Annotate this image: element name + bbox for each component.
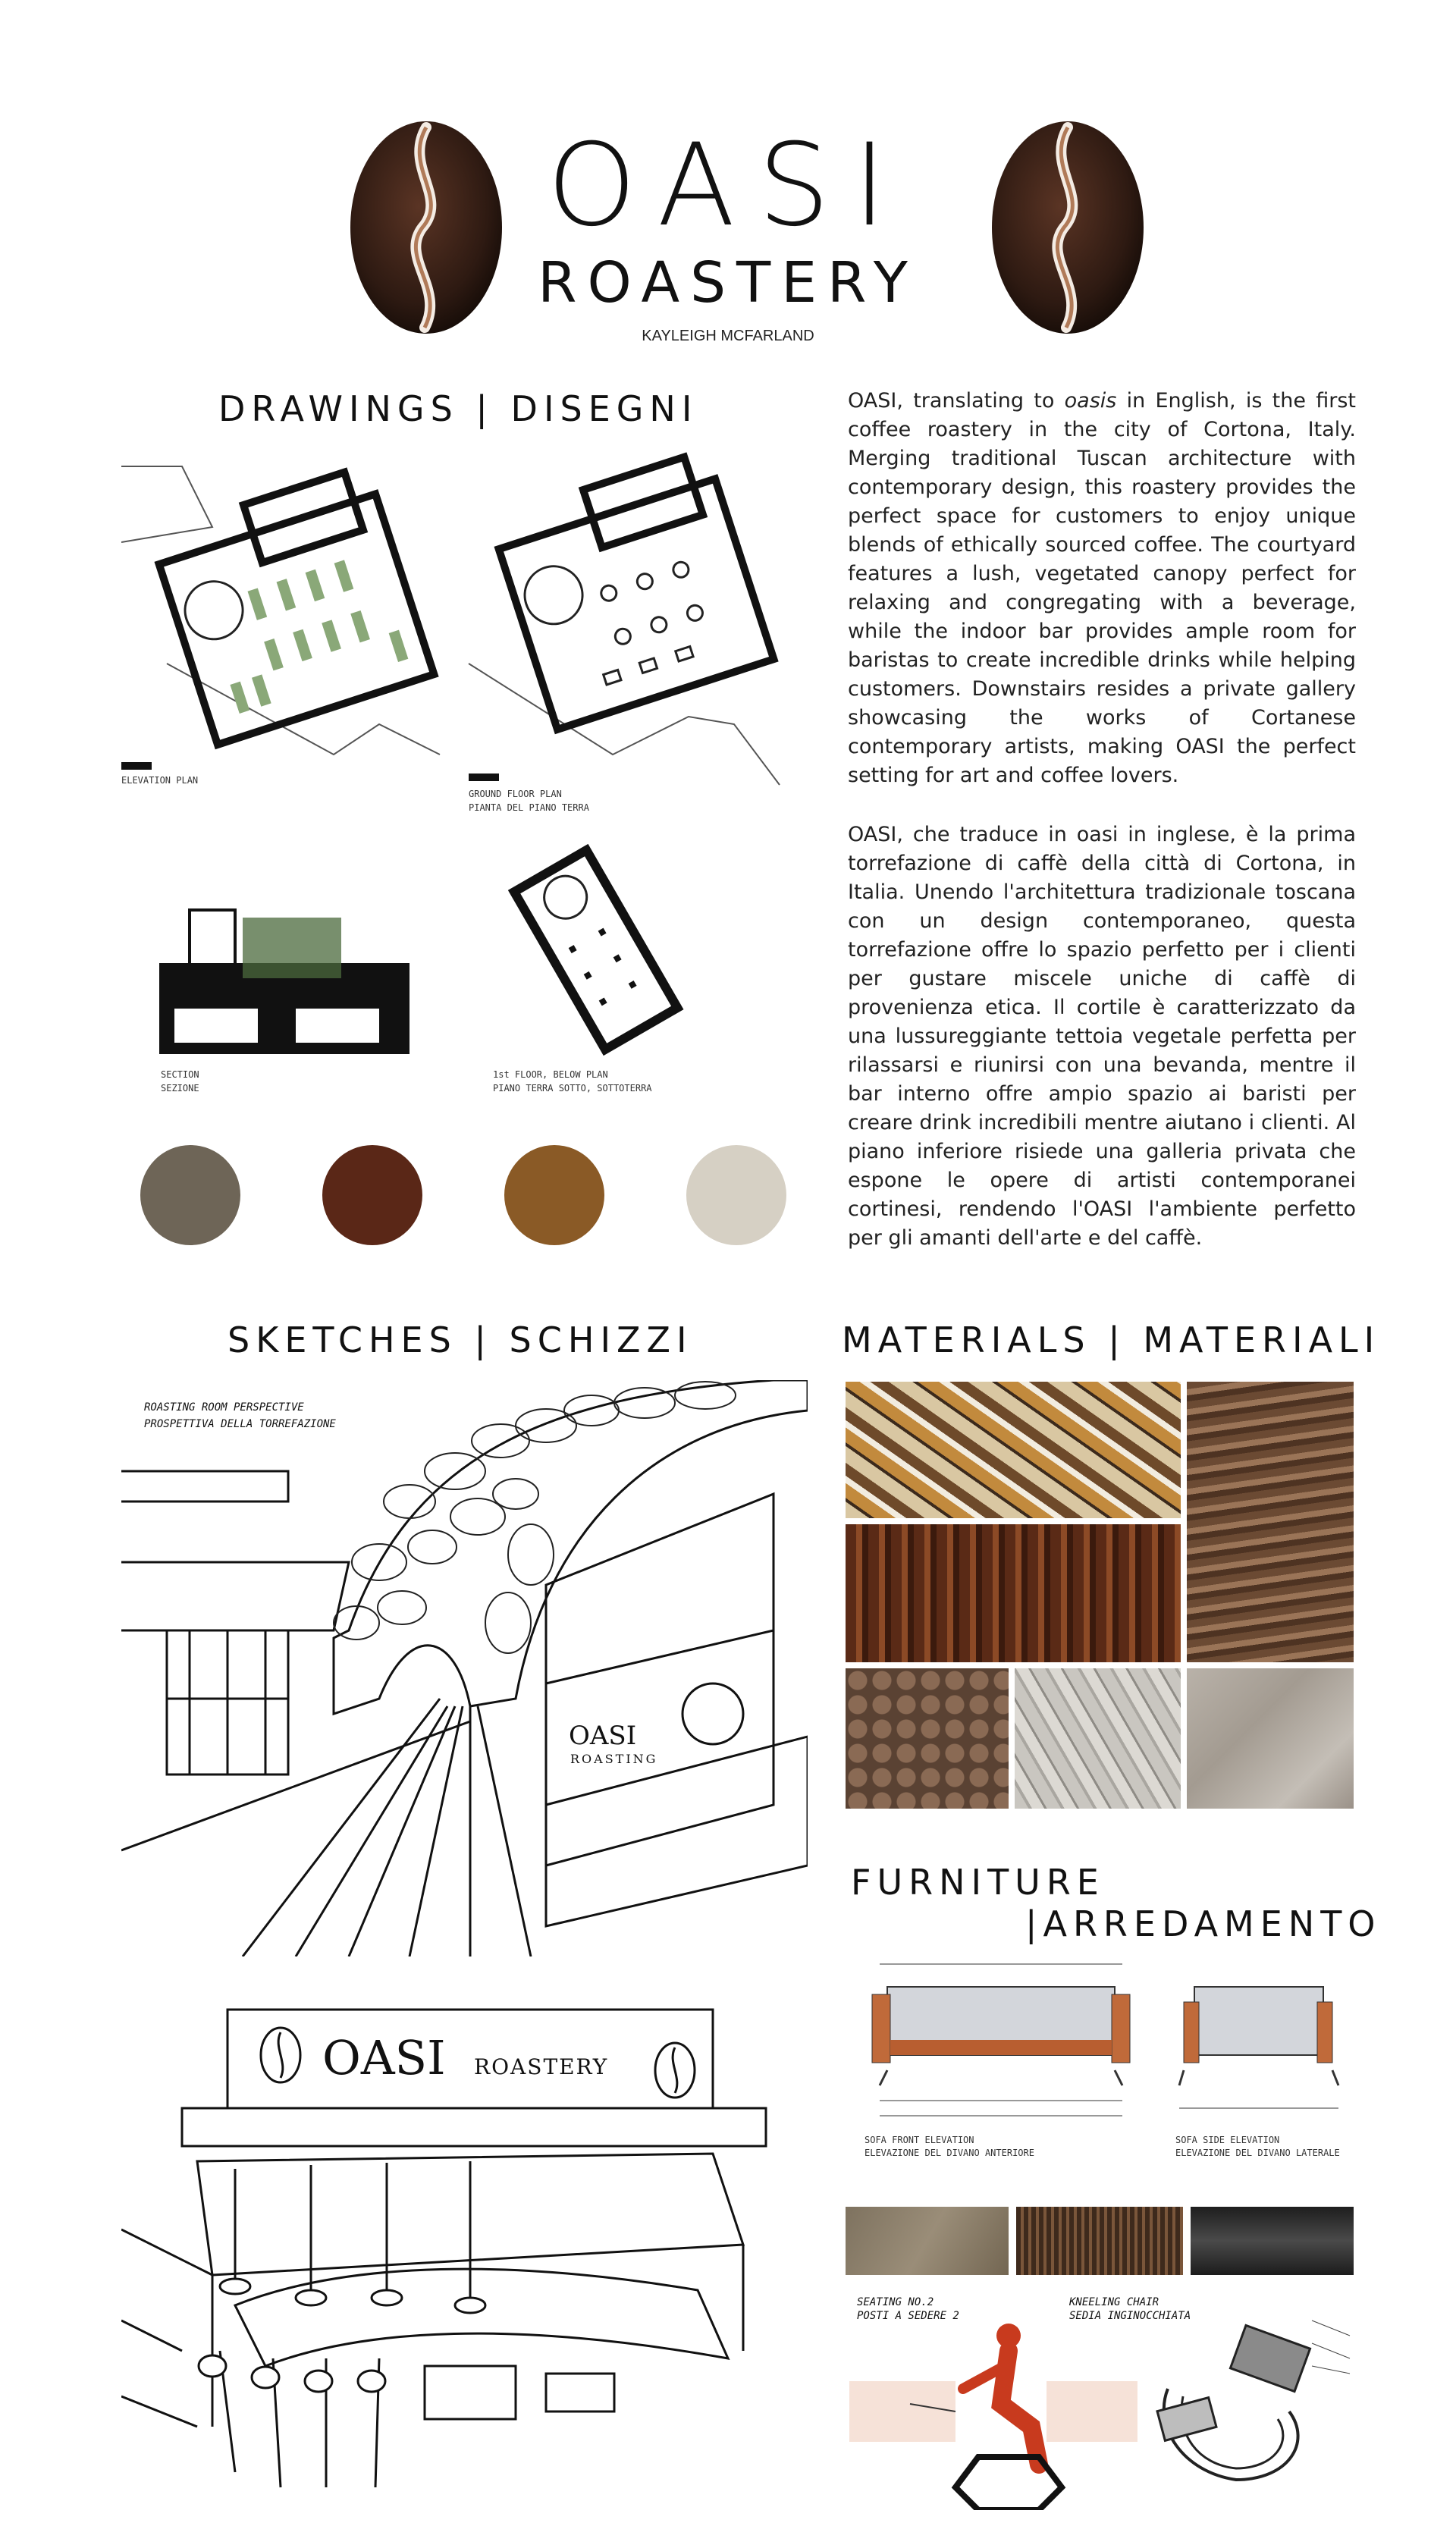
ground-floor-plan-label-it: PIANTA DEL PIANO TERRA bbox=[469, 802, 589, 813]
seating-label: SEATING NO.2 bbox=[857, 2296, 934, 2308]
sofa-side-elevation-drawing bbox=[1156, 1956, 1354, 2131]
material-concrete-plaster bbox=[1187, 1668, 1354, 1809]
bar-sign-roastery-text: ROASTERY bbox=[474, 2054, 609, 2079]
roasting-room-perspective-sketch bbox=[121, 1380, 808, 1956]
furniture-heading: FURNITURE bbox=[851, 1862, 1105, 1903]
kneeling-chair-sketch bbox=[1039, 2290, 1357, 2510]
section-drawing bbox=[144, 895, 417, 1062]
lower-floor-plan-drawing bbox=[500, 834, 698, 1062]
ground-floor-plan-label: GROUND FLOOR PLAN bbox=[469, 789, 562, 799]
site-plan-drawing bbox=[121, 436, 447, 808]
furniture-heading-it: |ARREDAMENTO bbox=[1025, 1903, 1382, 1944]
section-label-it: SEZIONE bbox=[161, 1083, 199, 1094]
material-fabric-taupe bbox=[846, 2207, 1009, 2275]
sign-roasting-text: ROASTING bbox=[570, 1752, 658, 1766]
kneeling-chair-label: KNEELING CHAIR bbox=[1069, 2296, 1159, 2308]
author-name: KAYLEIGH MCFARLAND bbox=[642, 328, 814, 344]
description-english: OASI, translating to oasis in English, is the first coffee roastery in the city of Cortona, Italy. Merging traditional Tuscan architecture with contemporary design, this roastery provides the perfect space for customers to enjoy unique blends of ethically sourced coffee. The courtyard features a lush, vegetated canopy perfect for relaxing and congregating with a beverage, while the indoor bar provides ample room for baristas to create incredible drinks while helping customers. Downstairs resides a private gallery showcasing the works of Cortanese contemporary artists, making OASI the perfect setting for art and coffee lovers. bbox=[848, 389, 1356, 787]
sofa-side-label-it: ELEVAZIONE DEL DIVANO LATERALE bbox=[1175, 2148, 1340, 2158]
palette-swatch-golden-brown bbox=[504, 1145, 604, 1245]
bar-sign-oasi-text: OASI bbox=[322, 2030, 446, 2085]
lower-floor-plan-label: 1st FLOOR, BELOW PLAN bbox=[493, 1069, 608, 1080]
sofa-front-label-it: ELEVAZIONE DEL DIVANO ANTERIORE bbox=[864, 2148, 1034, 2158]
sign-oasi-text: OASI bbox=[569, 1721, 637, 1751]
materials-heading: MATERIALS | MATERIALI bbox=[842, 1320, 1381, 1360]
palette-swatch-gray-brown bbox=[140, 1145, 240, 1245]
palette-swatch-light-stone bbox=[686, 1145, 786, 1245]
bar-counter-sketch bbox=[121, 2002, 808, 2495]
drawings-heading: DRAWINGS | DISEGNI bbox=[218, 388, 698, 429]
sketches-heading: SKETCHES | SCHIZZI bbox=[228, 1320, 693, 1360]
perspective-label: ROASTING ROOM PERSPECTIVE bbox=[144, 1401, 304, 1414]
lower-floor-plan-label-it: PIANO TERRA SOTTO, SOTTOTERRA bbox=[493, 1083, 652, 1094]
site-plan-label: ELEVATION PLAN bbox=[121, 775, 199, 786]
material-ribbed-wood bbox=[1016, 2207, 1183, 2275]
material-wavy-wood bbox=[1187, 1382, 1354, 1662]
seating-label-it: POSTI A SEDERE 2 bbox=[857, 2310, 959, 2322]
ground-floor-plan-drawing bbox=[461, 436, 795, 808]
section-label: SECTION bbox=[161, 1069, 199, 1080]
material-black-leather bbox=[1191, 2207, 1354, 2275]
sofa-side-label: SOFA SIDE ELEVATION bbox=[1175, 2135, 1280, 2145]
page-title: OASI bbox=[547, 120, 909, 252]
palette-swatch-dark-brown bbox=[322, 1145, 422, 1245]
material-terrazzo-mosaic bbox=[846, 1382, 1181, 1518]
page-subtitle: ROASTERY bbox=[538, 250, 918, 315]
description-italian: OASI, che traduce in oasi in inglese, è la prima torrefazione di caffè della città di Cortona, in Italia. Unendo l'architettura tradizionale toscana con un design contemporaneo, questa torrefazione offre lo spazio perfetto per i clienti per gustare miscele uniche di caffè di provenienza etica. Il cortile è caratterizzato da una lussureggiante tettoia vegetale perfetta per rilassarsi e riunirsi con una bevanda, mentre il bar interno offre ampio spazio ai baristi per creare drink incredibili mentre aiutano i clienti. Al piano inferiore risiede una galleria privata che espone le opere di artisti contemporanei cortinesi, rendendo l'OASI l'ambiente perfetto per gli amanti dell'arte e del caffè. bbox=[848, 823, 1356, 1250]
perspective-label-it: PROSPETTIVA DELLA TORREFAZIONE bbox=[144, 1418, 336, 1430]
sofa-front-elevation-drawing bbox=[857, 1956, 1145, 2131]
kneeling-chair-label-it: SEDIA INGINOCCHIATA bbox=[1069, 2310, 1191, 2322]
material-wood-slat-bar bbox=[846, 1524, 1181, 1662]
material-penny-tile bbox=[846, 1668, 1009, 1809]
material-gray-stone-mosaic bbox=[1015, 1668, 1181, 1809]
sofa-front-label: SOFA FRONT ELEVATION bbox=[864, 2135, 974, 2145]
